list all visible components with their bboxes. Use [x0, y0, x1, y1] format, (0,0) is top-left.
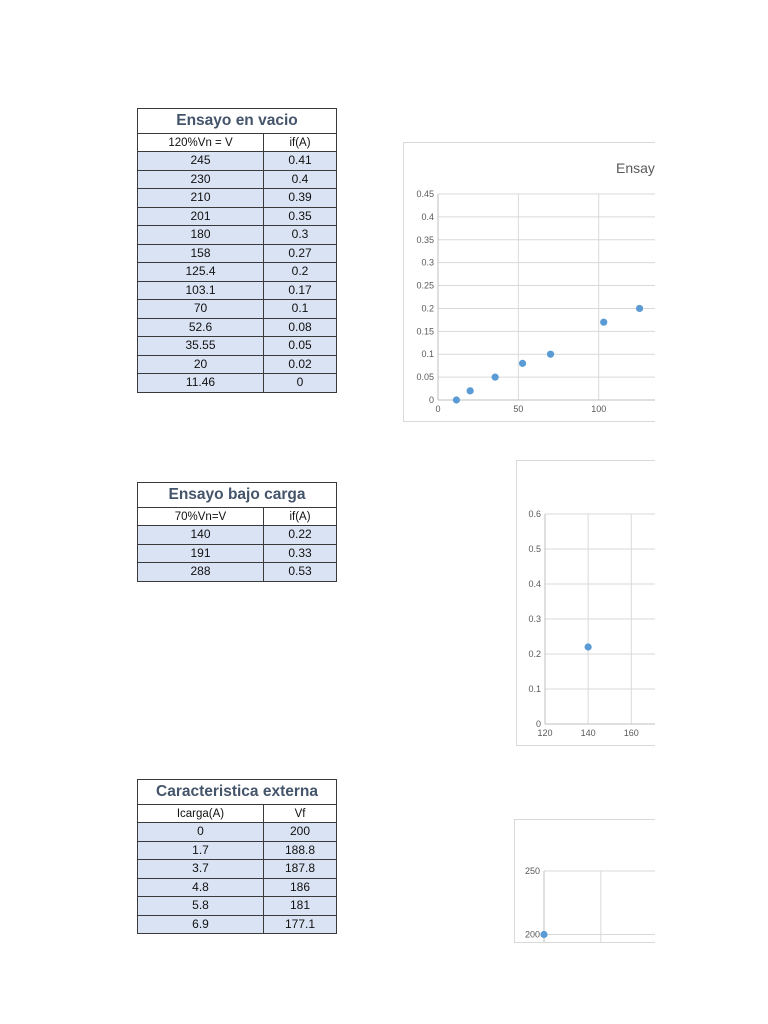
y-tick-label: 0.1 [421, 349, 434, 360]
table-cell[interactable]: 70 [138, 300, 264, 319]
ensayo-carga-chart[interactable] [516, 460, 655, 746]
chart-title: Ensay [616, 160, 655, 176]
table-row [138, 337, 337, 356]
y-tick-label: 0 [428, 395, 434, 405]
table-cell[interactable]: 0 [138, 823, 264, 842]
table-row [138, 226, 337, 245]
table-cell[interactable]: 0.53 [264, 563, 337, 582]
table-row [138, 189, 337, 208]
y-tick-label: 0.15 [416, 326, 434, 337]
table-cell[interactable]: 0.2 [264, 263, 337, 282]
table-cell[interactable]: 3.7 [138, 860, 264, 879]
table-title: Caracteristica externa [138, 780, 337, 805]
table-cell[interactable]: 230 [138, 170, 264, 189]
data-point [540, 931, 547, 938]
y-tick-label: 0.4 [421, 211, 434, 222]
table-cell[interactable]: 140 [138, 526, 264, 545]
y-tick-label: 0.5 [528, 544, 541, 554]
x-tick-label: 100 [591, 404, 607, 414]
table-row [138, 207, 337, 226]
y-tick-label: 0.1 [528, 684, 541, 694]
y-tick-label: 0.3 [421, 257, 434, 268]
data-point [547, 351, 554, 358]
table-cell[interactable]: 191 [138, 544, 264, 563]
table-cell[interactable]: 0.27 [264, 244, 337, 263]
column-header[interactable]: Vf [264, 805, 337, 823]
table-row [138, 152, 337, 171]
y-tick-label: 250 [524, 866, 540, 876]
table-cell[interactable]: 187.8 [264, 860, 337, 879]
table-cell[interactable]: 0.17 [264, 281, 337, 300]
y-tick-label: 0.6 [528, 509, 541, 519]
table-cell[interactable]: 0.02 [264, 355, 337, 374]
x-tick-label: 50 [513, 404, 524, 414]
table-title: Ensayo en vacio [138, 109, 337, 134]
table-row [138, 526, 337, 545]
y-tick-label: 0.45 [416, 189, 434, 199]
data-point [453, 396, 460, 403]
table-cell[interactable]: 20 [138, 355, 264, 374]
table-cell[interactable]: 181 [264, 897, 337, 916]
x-tick-label: 160 [623, 728, 639, 738]
table-cell[interactable]: 158 [138, 244, 264, 263]
y-tick-label: 200 [524, 929, 540, 940]
column-header[interactable]: 70%Vn=V [138, 508, 264, 526]
table-cell[interactable]: 0.1 [264, 300, 337, 319]
table-cell[interactable]: 0 [264, 374, 337, 393]
data-point [600, 319, 607, 326]
table-row [138, 300, 337, 319]
table-row [138, 170, 337, 189]
chart-svg [515, 820, 655, 942]
y-tick-label: 0.35 [416, 234, 434, 245]
table-row [138, 374, 337, 393]
caracteristica-externa-table [137, 779, 337, 934]
column-header[interactable]: if(A) [264, 508, 337, 526]
y-tick-label: 0.25 [416, 280, 434, 291]
table-cell[interactable]: 5.8 [138, 897, 264, 916]
table-row [138, 823, 337, 842]
table-cell[interactable]: 245 [138, 152, 264, 171]
table-cell[interactable]: 0.4 [264, 170, 337, 189]
y-tick-label: 0.3 [528, 614, 541, 624]
table-cell[interactable]: 52.6 [138, 318, 264, 337]
y-tick-label: 0.05 [416, 372, 434, 383]
table-cell[interactable]: 11.46 [138, 374, 264, 393]
table-row [138, 878, 337, 897]
data-point [492, 374, 499, 381]
table-row [138, 897, 337, 916]
table-row [138, 563, 337, 582]
data-point [467, 387, 474, 394]
y-tick-label: 0.4 [528, 579, 541, 589]
x-tick-label: 120 [537, 728, 553, 738]
table-cell[interactable]: 103.1 [138, 281, 264, 300]
chart-svg [517, 461, 655, 745]
table-cell[interactable]: 0.41 [264, 152, 337, 171]
x-tick-label: 0 [435, 404, 441, 414]
ensayo-vacio-chart[interactable] [403, 142, 655, 422]
chart-svg [404, 143, 655, 421]
ensayo-carga-table [137, 482, 337, 582]
table-cell[interactable]: 0.3 [264, 226, 337, 245]
table-cell[interactable]: 1.7 [138, 841, 264, 860]
table-cell[interactable]: 4.8 [138, 878, 264, 897]
column-header[interactable]: Icarga(A) [138, 805, 264, 823]
column-header[interactable]: if(A) [264, 134, 337, 152]
table-cell[interactable]: 0.22 [264, 526, 337, 545]
x-tick-label: 140 [580, 728, 596, 738]
y-tick-label: 0 [535, 719, 541, 729]
table-cell[interactable]: 288 [138, 563, 264, 582]
table-cell[interactable]: 0.35 [264, 207, 337, 226]
table-row [138, 355, 337, 374]
table-cell[interactable]: 0.08 [264, 318, 337, 337]
table-cell[interactable]: 35.55 [138, 337, 264, 356]
table-cell[interactable]: 188.8 [264, 841, 337, 860]
table-row [138, 860, 337, 879]
table-cell[interactable]: 6.9 [138, 915, 264, 934]
table-row [138, 915, 337, 934]
table-title: Ensayo bajo carga [138, 483, 337, 508]
table-cell[interactable]: 210 [138, 189, 264, 208]
table-cell[interactable]: 180 [138, 226, 264, 245]
caracteristica-externa-chart[interactable] [514, 819, 655, 943]
table-row [138, 263, 337, 282]
column-header[interactable]: 120%Vn = V [138, 134, 264, 152]
table-row [138, 244, 337, 263]
y-tick-label: 0.2 [421, 303, 434, 314]
data-point [585, 643, 592, 650]
table-cell[interactable]: 200 [264, 823, 337, 842]
table-cell[interactable]: 0.05 [264, 337, 337, 356]
ensayo-vacio-table [137, 108, 337, 393]
table-cell[interactable]: 0.39 [264, 189, 337, 208]
table-row [138, 318, 337, 337]
table-cell[interactable]: 125.4 [138, 263, 264, 282]
data-point [636, 305, 643, 312]
table-cell[interactable]: 201 [138, 207, 264, 226]
y-tick-label: 0.2 [528, 649, 541, 659]
table-cell[interactable]: 0.33 [264, 544, 337, 563]
data-point [519, 360, 526, 367]
table-row [138, 841, 337, 860]
table-cell[interactable]: 177.1 [264, 915, 337, 934]
table-cell[interactable]: 186 [264, 878, 337, 897]
table-row [138, 281, 337, 300]
table-row [138, 544, 337, 563]
